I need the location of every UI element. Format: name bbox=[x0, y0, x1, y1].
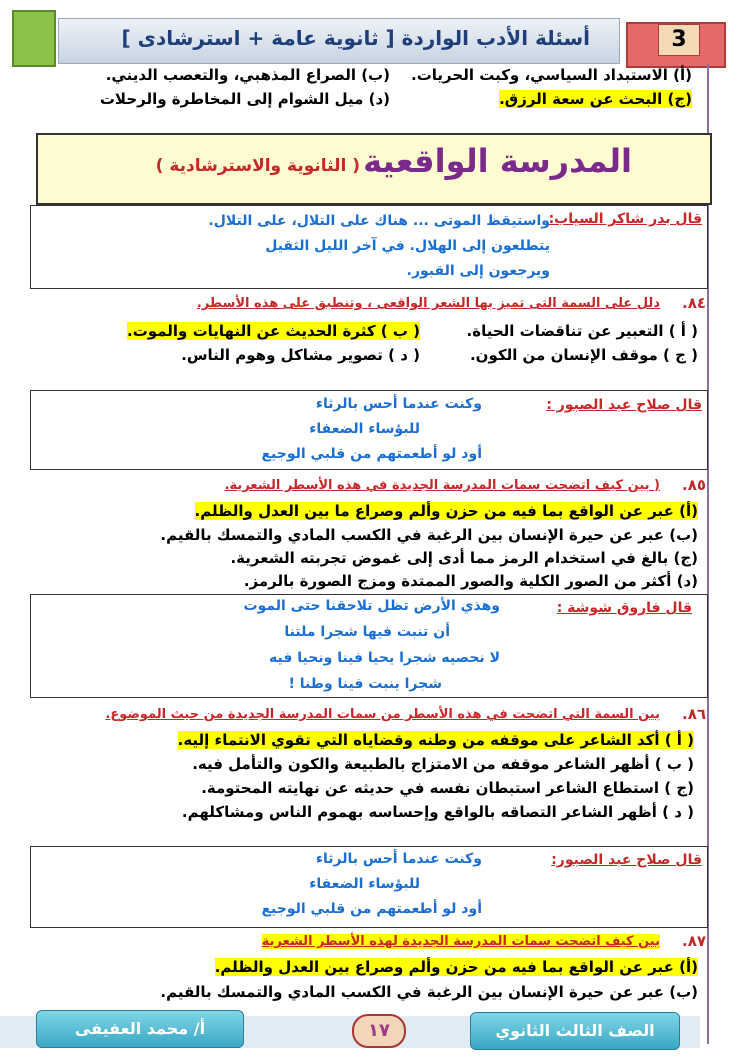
poet-name-2: قال صلاح عبد الصبور : bbox=[546, 397, 702, 413]
q85-text: ( بين كيف اتضحت سمات المدرسة الجديدة في هذه الأسطر الشعرية. bbox=[224, 478, 660, 493]
q86-choice-c: (ج ) استطاع الشاعر استبطان نفسه في حديثه عن نهايته المحتومة. bbox=[201, 779, 694, 797]
poem4-line3: أود لو أطعمتهم من قلبي الوجيع bbox=[261, 901, 482, 917]
poem3-line2: أن تنبت فيها شجرا ملتنا bbox=[284, 624, 450, 640]
q86-choice-d: ( د ) أظهر الشاعر التصاقه بالواقع وإحساسه بهموم الناس ومشاكلهم. bbox=[181, 803, 694, 821]
poem2-line1: وكنت عندما أحس بالرثاء bbox=[315, 396, 482, 412]
q87-text: بين كيف اتضحت سمات المدرسة الجديدة لهذه الأسطر الشعرية bbox=[261, 934, 660, 949]
header-green-block bbox=[12, 10, 56, 67]
poet-name-4: قال صلاح عبد الصبور: bbox=[551, 852, 702, 868]
poem3-line3: لا نحصيه شجرا يحيا فينا ونحيا فيه bbox=[269, 650, 500, 666]
poem1-line1: واستيقظ الموتى ... هناك على التلال، على التلال. bbox=[208, 213, 550, 229]
page-badge-number: 3 bbox=[658, 24, 700, 56]
section-title-sub: ( الثانوية والاسترشادية ) bbox=[155, 156, 360, 176]
top-choice-a: (أ) الاستبداد السياسي، وكبت الحريات. bbox=[411, 66, 692, 84]
poem3-line1: وهذي الأرض تظل تلاحقنا حتى الموت bbox=[243, 598, 500, 614]
top-choice-b: (ب) الصراع المذهبي، والتعصب الديني. bbox=[105, 66, 390, 84]
q84-choice-a: ( أ ) التعبير عن تناقضات الحياة. bbox=[466, 322, 698, 340]
q84-choice-b: ( ب ) كثرة الحديث عن النهايات والموت. bbox=[127, 322, 420, 340]
q86-choice-b: ( ب ) أظهر الشاعر موقفه من الامتزاج بالطبيعة والكون والتأمل فيه. bbox=[192, 755, 694, 773]
q87-choice-b: (ب) عبر عن حيرة الإنسان بين الرغبة في الكسب المادي والتمسك بالقيم. bbox=[160, 983, 698, 1001]
q84-choice-d: ( د ) تصوير مشاكل وهوم الناس. bbox=[181, 346, 420, 364]
q87-choice-a: (أ) عبر عن الواقع بما فيه من حزن وألم وصراع بين العدل والظلم. bbox=[214, 958, 698, 976]
q84-number: ٨٤. bbox=[681, 294, 706, 312]
footer-grade: الصف الثالث الثانوي bbox=[470, 1012, 680, 1050]
q84-text: دلل على السمة التى تميز بها الشعر الواقعى ، وتنطبق على هذه الأسطر. bbox=[196, 296, 660, 311]
poem3-line4: شجرا ينبت فينا وطنا ! bbox=[288, 676, 442, 692]
footer-page-number: ١٧ bbox=[352, 1014, 406, 1048]
poem2-line2: للبؤساء الضعفاء bbox=[309, 421, 420, 437]
q85-choice-b: (ب) عبر عن حيرة الإنسان بين الرغبة في الكسب المادي والتمسك بالقيم. bbox=[160, 526, 698, 544]
poem4-line1: وكنت عندما أحس بالرثاء bbox=[315, 851, 482, 867]
poem1-line2: يتطلعون إلى الهلال. في آخر الليل الثقيل bbox=[265, 238, 550, 254]
q85-number: ٨٥. bbox=[681, 476, 706, 494]
q87-number: ٨٧. bbox=[681, 932, 706, 950]
q85-choice-c: (ج) بالغ في استخدام الرمز مما أدى إلى غموض تجربته الشعرية. bbox=[230, 549, 698, 567]
q86-choice-a: ( أ ) أكد الشاعر على موقفه من وطنه وقضاياه التي تقوي الانتماء إليه. bbox=[177, 731, 694, 749]
page-title: أسئلة الأدب الواردة [ ثانوية عامة + استرشادى ] bbox=[121, 26, 590, 50]
poem4-line2: للبؤساء الضعفاء bbox=[309, 876, 420, 892]
q85-choice-a: (أ) عبر عن الواقع بما فيه من حزن وألم وصراع ما بين العدل والظلم. bbox=[194, 502, 698, 520]
poet-name-1: قال بدر شاكر السياب: bbox=[548, 211, 702, 227]
top-choice-c: (ج) البحث عن سعة الرزق. bbox=[499, 90, 692, 108]
poem2-line3: أود لو أطعمتهم من قلبي الوجيع bbox=[261, 446, 482, 462]
section-title-main: المدرسة الواقعية bbox=[363, 142, 632, 180]
q85-choice-d: (د) أكثر من الصور الكلية والصور الممتدة ومزج الصورة بالرمز. bbox=[243, 572, 698, 590]
poet-name-3: قال فاروق شوشة : bbox=[556, 600, 692, 616]
footer-teacher: أ/ محمد العفيفى bbox=[36, 1010, 244, 1048]
top-choice-d: (د) ميل الشوام إلى المخاطرة والرحلات bbox=[99, 90, 390, 108]
q86-text: بين السمة التي اتضحت في هذه الأسطر من سمات المدرسة الجديدة من حيث الموضوع. bbox=[105, 707, 660, 722]
poem1-line3: ويرجعون إلى القبور. bbox=[406, 263, 550, 279]
q86-number: ٨٦. bbox=[681, 705, 706, 723]
q84-choice-c: ( ج ) موقف الإنسان من الكون. bbox=[469, 346, 698, 364]
